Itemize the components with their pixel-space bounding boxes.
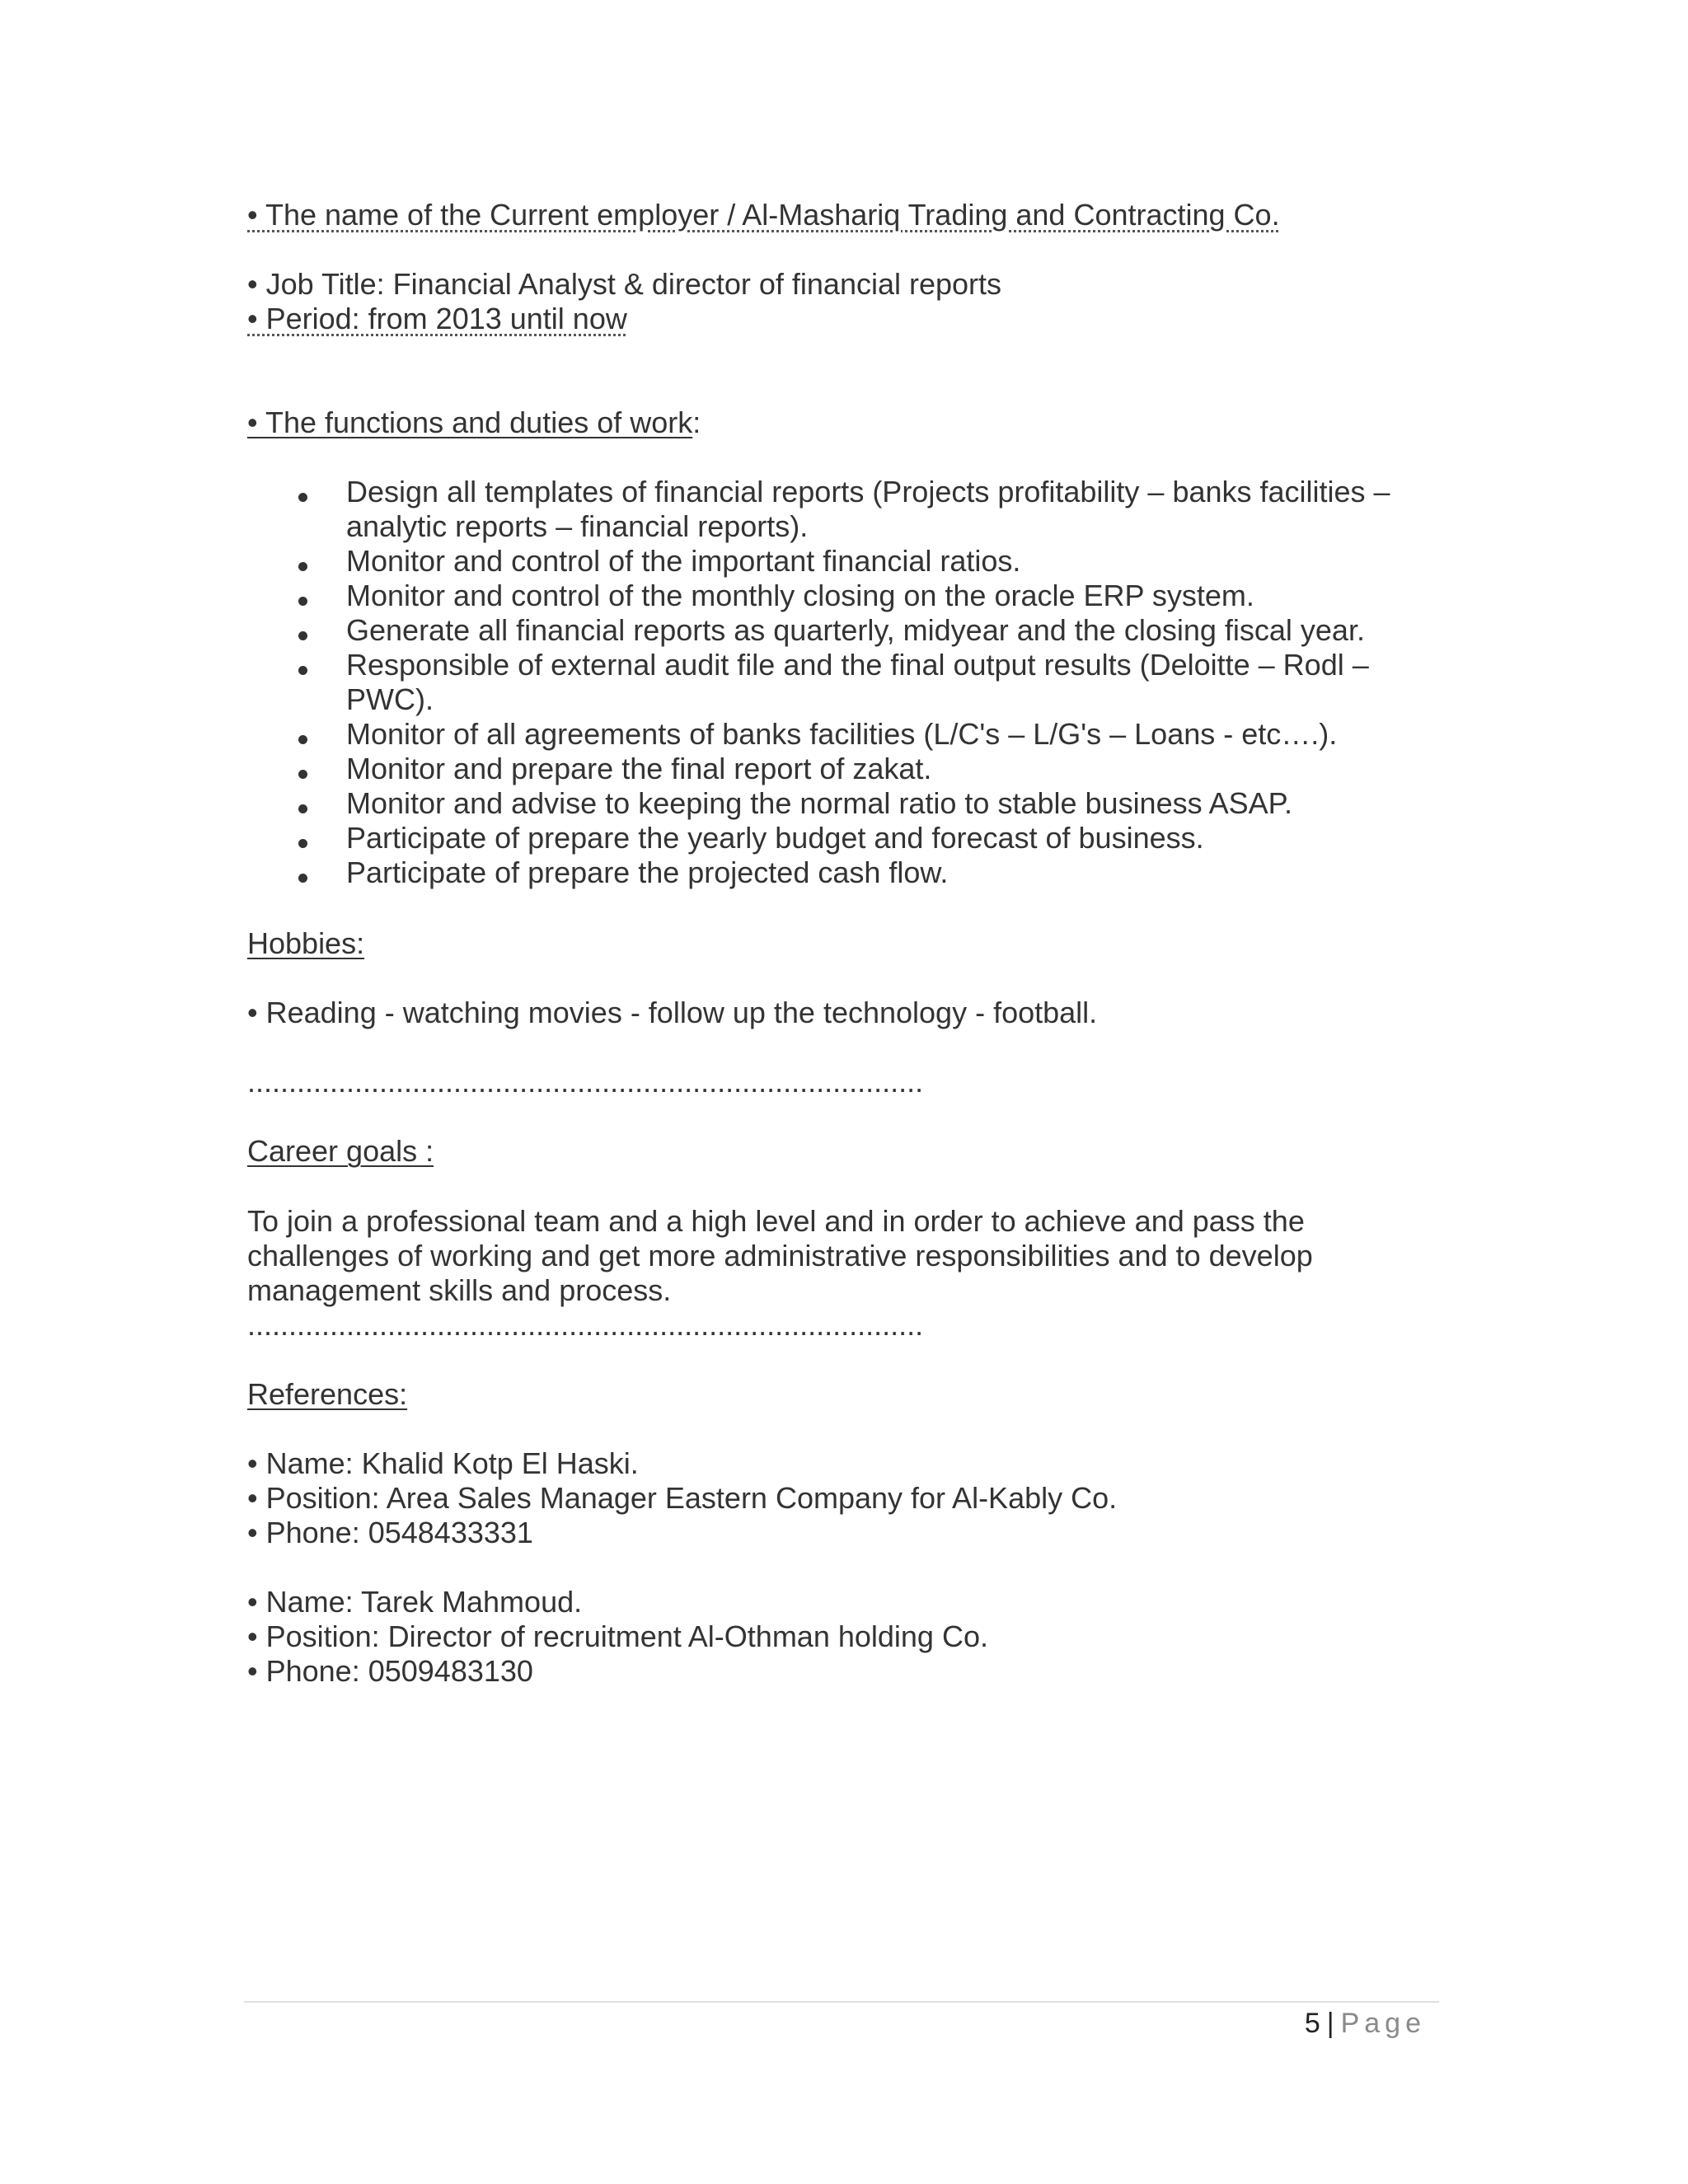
duty-text: Monitor and control of the monthly closing on the oracle ERP system. — [346, 579, 1254, 612]
duty-text: Design all templates of financial reports (Projects profitability – banks facilities – analytic reports – financial reports). — [346, 475, 1390, 543]
duty-text: Participate of prepare the yearly budget and forecast of business. — [346, 821, 1204, 855]
duties-list — [247, 475, 1442, 890]
list-item — [247, 786, 1442, 821]
references-heading: References: — [247, 1377, 408, 1411]
page-number: 5 — [1304, 2008, 1320, 2039]
page-separator: | — [1326, 2008, 1334, 2039]
duty-text: Participate of prepare the projected cash flow. — [346, 855, 949, 889]
career-goals-line: management skills and process. — [247, 1273, 672, 1307]
duty-text: Monitor of all agreements of banks facilities (L/C's – L/G's – Loans - etc….). — [346, 717, 1338, 751]
bullet-icon — [298, 770, 307, 779]
duty-text: Generate all financial reports as quarterly, midyear and the closing fiscal year. — [346, 613, 1365, 647]
list-item — [247, 544, 1442, 579]
hobbies-text: • Reading - watching movies - follow up the technology - football. — [247, 996, 1098, 1029]
duty-text: Monitor and prepare the final report of zakat. — [346, 752, 932, 785]
list-item — [247, 613, 1442, 648]
career-goals-line: To join a professional team and a high level and in order to achieve and pass the — [247, 1204, 1305, 1238]
duty-text: Responsible of external audit file and the final output results (Deloitte – Rodl – PWC). — [346, 648, 1369, 716]
bullet-icon — [298, 631, 307, 640]
list-item — [247, 855, 1442, 890]
list-item — [247, 821, 1442, 855]
reference-phone: • Phone: 0548433331 — [247, 1516, 533, 1549]
duty-text: Monitor and advise to keeping the normal ratio to stable business ASAP. — [346, 786, 1293, 820]
section-separator: .................................................................................. — [247, 1308, 924, 1342]
bullet-icon — [298, 874, 307, 883]
hobbies-heading: Hobbies: — [247, 926, 365, 960]
list-item — [247, 752, 1442, 786]
duties-heading-line — [247, 405, 701, 440]
job-title: • Job Title: Financial Analyst & director of financial reports — [247, 267, 1002, 301]
career-goals-line: challenges of working and get more administrative responsibilities and to develop — [247, 1239, 1313, 1272]
reference-name: • Name: Tarek Mahmoud. — [247, 1585, 583, 1619]
list-item — [247, 579, 1442, 613]
page-label: Page — [1340, 2008, 1426, 2039]
career-goals-heading: Career goals : — [247, 1134, 434, 1168]
page-footer — [1305, 2005, 1426, 2041]
bullet-icon — [298, 735, 307, 744]
employment-period: • Period: from 2013 until now — [247, 302, 627, 335]
bullet-icon — [298, 562, 307, 571]
duties-heading: • The functions and duties of work — [247, 405, 693, 439]
reference-phone: • Phone: 0509483130 — [247, 1654, 533, 1688]
bullet-icon — [298, 839, 307, 848]
bullet-icon — [298, 597, 307, 606]
list-item — [247, 475, 1442, 544]
duty-text: Monitor and control of the important financial ratios. — [346, 544, 1021, 578]
current-employer: • The name of the Current employer / Al-Mashariq Trading and Contracting Co. — [247, 198, 1280, 232]
reference-name: • Name: Khalid Kotp El Haski. — [247, 1446, 639, 1480]
duties-heading-colon: : — [692, 405, 701, 439]
footer-divider — [244, 2001, 1439, 2003]
bullet-icon — [298, 493, 307, 502]
reference-position: • Position: Director of recruitment Al-Othman holding Co. — [247, 1619, 988, 1653]
reference-position: • Position: Area Sales Manager Eastern Company for Al-Kably Co. — [247, 1481, 1118, 1515]
section-separator: .................................................................................. — [247, 1065, 924, 1099]
list-item — [247, 717, 1442, 752]
bullet-icon — [298, 804, 307, 813]
bullet-icon — [298, 666, 307, 675]
list-item — [247, 648, 1442, 717]
